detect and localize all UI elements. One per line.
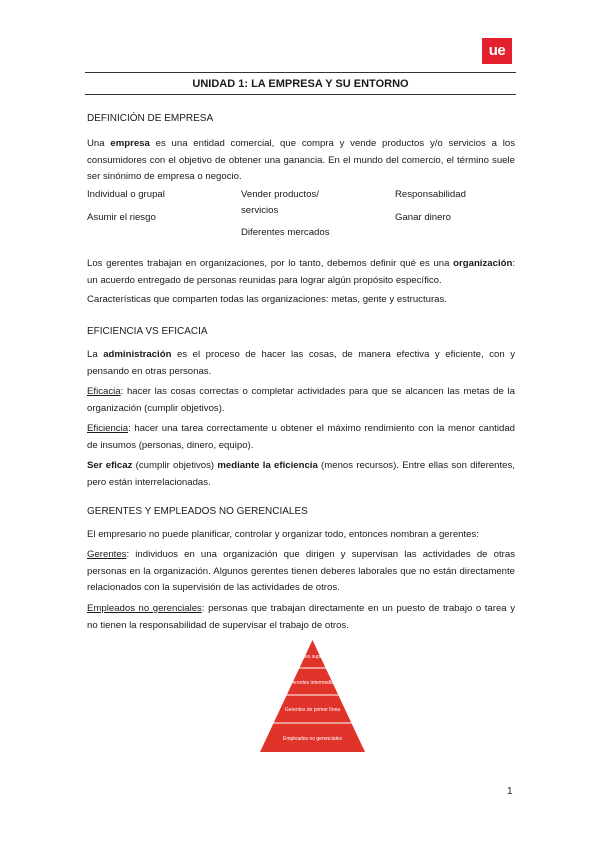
paragraph-administracion: La administración es el proceso de hacer las cosas, de manera efectiva y eficiente, con y pensando en otras personas. [87,349,515,377]
trait-riesgo: Asumir el riesgo [87,212,156,223]
paragraph-empleados: Empleados no gerenciales: personas que trabajan directamente en un puesto de trabajo o tarea y no tienen la responsabilidad de supervisar el trabajo de otros. [87,603,515,631]
term-gerentes: Gerentes [87,549,127,560]
paragraph-empresa-definition: Una empresa es una entidad comercial, que compra y vende productos y/o servicios a los consumidores con el objetivo de obtener una ganancia. En el mundo del comercio, el término suele ser sinónimo de empresa o negocio. [87,138,515,182]
paragraph-gerentes: Gerentes: individuos en una organización que dirigen y supervisan las actividades de otras personas en la organización. Algunos gerentes tienen deberes laborales que no están directamente relacionados con la supervisión de las actividades de otros. [87,549,515,593]
paragraph-caracteristicas: Características que comparten todas las organizaciones: metas, gente y estructuras. [87,294,447,305]
trait-responsabilidad: Responsabilidad [395,189,466,200]
paragraph-organizacion: Los gerentes trabajan en organizaciones, por lo tanto, debemos definir qué es una organización: un acuerdo entregado de personas reunidas para lograr algún propósito específico. [87,258,515,286]
trait-servicios: servicios [241,205,279,216]
trait-vender: Vender productos/ [241,189,319,200]
paragraph-eficacia: Eficacia: hacer las cosas correctas o completar actividades para que se alcancen las metas de la organización (cumplir objetivos). [87,386,515,414]
paragraph-eficiencia: Eficiencia: hacer una tarea correctamente u obtener el máximo rendimiento con la menor cantidad de insumos (personas, dinero, equipo). [87,423,515,451]
pyramid-level-4: Empleados no gerenciales [283,736,342,742]
term-organizacion: organización [453,258,513,269]
section-heading-gerentes: GERENTES Y EMPLEADOS NO GERENCIALES [87,506,308,517]
section-heading-empresa: DEFINICIÓN DE EMPRESA [87,113,214,124]
term-empleados-no-gerenciales: Empleados no gerenciales [87,603,202,614]
term-eficacia: Eficacia [87,386,121,397]
trait-mercados: Diferentes mercados [241,227,330,238]
pyramid-level-2: Gerentes intermedios [288,680,337,686]
paragraph-empresario: El empresario no puede planificar, controlar y organizar todo, entonces nombran a gerentes: [87,529,479,540]
term-empresa: empresa [110,138,150,149]
paragraph-ser-eficaz: Ser eficaz (cumplir objetivos) mediante la eficiencia (menos recursos). Entre ellas son diferentes, pero están interrelacionadas. [87,460,515,488]
term-administracion: administración [103,349,172,360]
page-title: UNIDAD 1: LA EMPRESA Y SU ENTORNO [192,78,409,90]
trait-dinero: Ganar dinero [395,212,451,223]
ue-logo: ue [482,38,512,64]
header-rule-bottom [85,94,516,95]
term-eficiencia: Eficiencia [87,423,129,434]
pyramid-level-1: Gerentes superiores [289,654,336,660]
trait-individual: Individual o grupal [87,189,165,200]
page-number: 1 [507,786,513,797]
pyramid-level-3: Gerentes de primer línea [284,707,341,713]
header-rule-top [85,72,516,73]
management-pyramid [260,640,365,752]
section-heading-eficiencia: EFICIENCIA VS EFICACIA [87,326,208,337]
